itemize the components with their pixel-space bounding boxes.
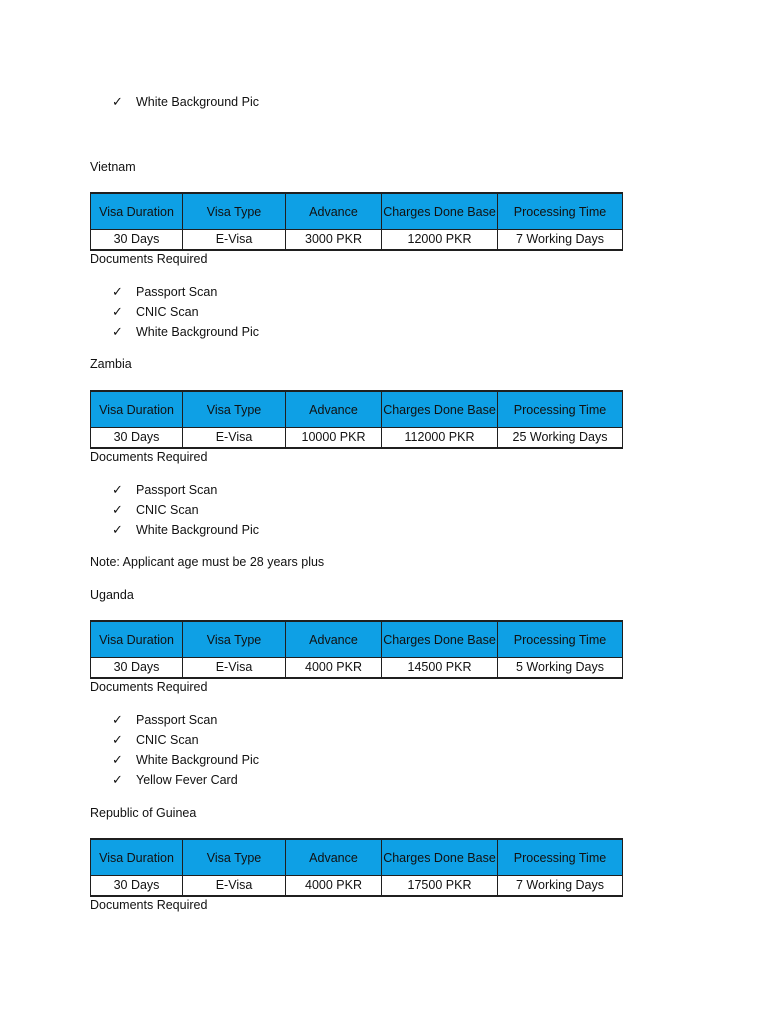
documents-required-label: Documents Required [90,450,208,464]
header-advance: Advance [286,193,382,230]
checklist-item-label: CNIC Scan [136,503,199,517]
cell-visa-duration: 30 Days [91,876,183,897]
header-visa-duration: Visa Duration [91,621,183,658]
table-header-row [91,391,623,428]
checkmark-icon: ✓ [112,712,123,727]
cell-charges: 17500 PKR [382,876,498,897]
header-visa-type: Visa Type [183,193,286,230]
country-heading-uganda: Uganda [90,588,134,602]
documents-list-zambia [112,480,259,540]
checkmark-icon: ✓ [112,772,123,787]
checklist-item [112,750,259,770]
documents-required-label: Documents Required [90,898,208,912]
cell-processing-time: 5 Working Days [498,658,623,679]
checklist-item [112,302,259,322]
cell-visa-duration: 30 Days [91,658,183,679]
checklist-item-label: White Background Pic [136,95,259,109]
cell-processing-time: 7 Working Days [498,230,623,251]
checklist-item-label: White Background Pic [136,753,259,767]
checkmark-icon: ✓ [112,732,123,747]
cell-advance: 4000 PKR [286,658,382,679]
checkmark-icon: ✓ [112,304,123,319]
cell-visa-type: E-Visa [183,230,286,251]
checklist-item [112,282,259,302]
header-charges-done-base: Charges Done Base [382,391,498,428]
cell-processing-time: 25 Working Days [498,428,623,449]
table-row [91,230,623,251]
cell-processing-time: 7 Working Days [498,876,623,897]
checklist-item [112,730,259,750]
header-visa-duration: Visa Duration [91,391,183,428]
checkmark-icon: ✓ [112,502,123,517]
cell-charges: 112000 PKR [382,428,498,449]
header-visa-type: Visa Type [183,839,286,876]
header-processing-time: Processing Time [498,193,623,230]
checklist-item-label: Passport Scan [136,713,218,727]
cell-charges: 14500 PKR [382,658,498,679]
checklist-item [112,520,259,540]
visa-table-vietnam [90,192,623,251]
table-header-row [91,621,623,658]
cell-visa-duration: 30 Days [91,428,183,449]
checklist-item [112,322,259,342]
cell-charges: 12000 PKR [382,230,498,251]
checklist-item-label: White Background Pic [136,523,259,537]
header-processing-time: Processing Time [498,839,623,876]
documents-list-vietnam [112,282,259,342]
cell-visa-type: E-Visa [183,428,286,449]
country-heading-republic-of-guinea: Republic of Guinea [90,806,197,820]
header-charges-done-base: Charges Done Base [382,621,498,658]
header-advance: Advance [286,839,382,876]
checkmark-icon: ✓ [112,94,123,109]
checkmark-icon: ✓ [112,752,123,767]
checklist-item [112,770,259,790]
visa-table-uganda [90,620,623,679]
checkmark-icon: ✓ [112,522,123,537]
cell-visa-type: E-Visa [183,876,286,897]
table-row [91,876,623,897]
table-header-row [91,839,623,876]
checklist-item [112,92,259,112]
table-header-row [91,193,623,230]
header-visa-duration: Visa Duration [91,839,183,876]
cell-visa-type: E-Visa [183,658,286,679]
documents-list-uganda [112,710,259,790]
checkmark-icon: ✓ [112,324,123,339]
visa-table-republic-of-guinea [90,838,623,897]
header-visa-duration: Visa Duration [91,193,183,230]
country-heading-vietnam: Vietnam [90,160,136,174]
header-visa-type: Visa Type [183,621,286,658]
table-row [91,658,623,679]
header-visa-type: Visa Type [183,391,286,428]
checkmark-icon: ✓ [112,482,123,497]
checkmark-icon: ✓ [112,284,123,299]
header-processing-time: Processing Time [498,621,623,658]
checklist-item-label: Passport Scan [136,285,218,299]
cell-advance: 4000 PKR [286,876,382,897]
documents-required-label: Documents Required [90,680,208,694]
cell-visa-duration: 30 Days [91,230,183,251]
checklist-item-label: White Background Pic [136,325,259,339]
checklist-item-label: Yellow Fever Card [136,773,238,787]
top-checklist [112,92,259,112]
country-heading-zambia: Zambia [90,357,132,371]
checklist-item-label: CNIC Scan [136,305,199,319]
cell-advance: 10000 PKR [286,428,382,449]
table-row [91,428,623,449]
checklist-item [112,480,259,500]
checklist-item [112,710,259,730]
header-charges-done-base: Charges Done Base [382,839,498,876]
checklist-item [112,500,259,520]
checklist-item-label: Passport Scan [136,483,218,497]
header-advance: Advance [286,621,382,658]
header-advance: Advance [286,391,382,428]
header-charges-done-base: Charges Done Base [382,193,498,230]
documents-required-label: Documents Required [90,252,208,266]
cell-advance: 3000 PKR [286,230,382,251]
header-processing-time: Processing Time [498,391,623,428]
applicant-age-note: Note: Applicant age must be 28 years plus [90,555,325,569]
checklist-item-label: CNIC Scan [136,733,199,747]
visa-table-zambia [90,390,623,449]
